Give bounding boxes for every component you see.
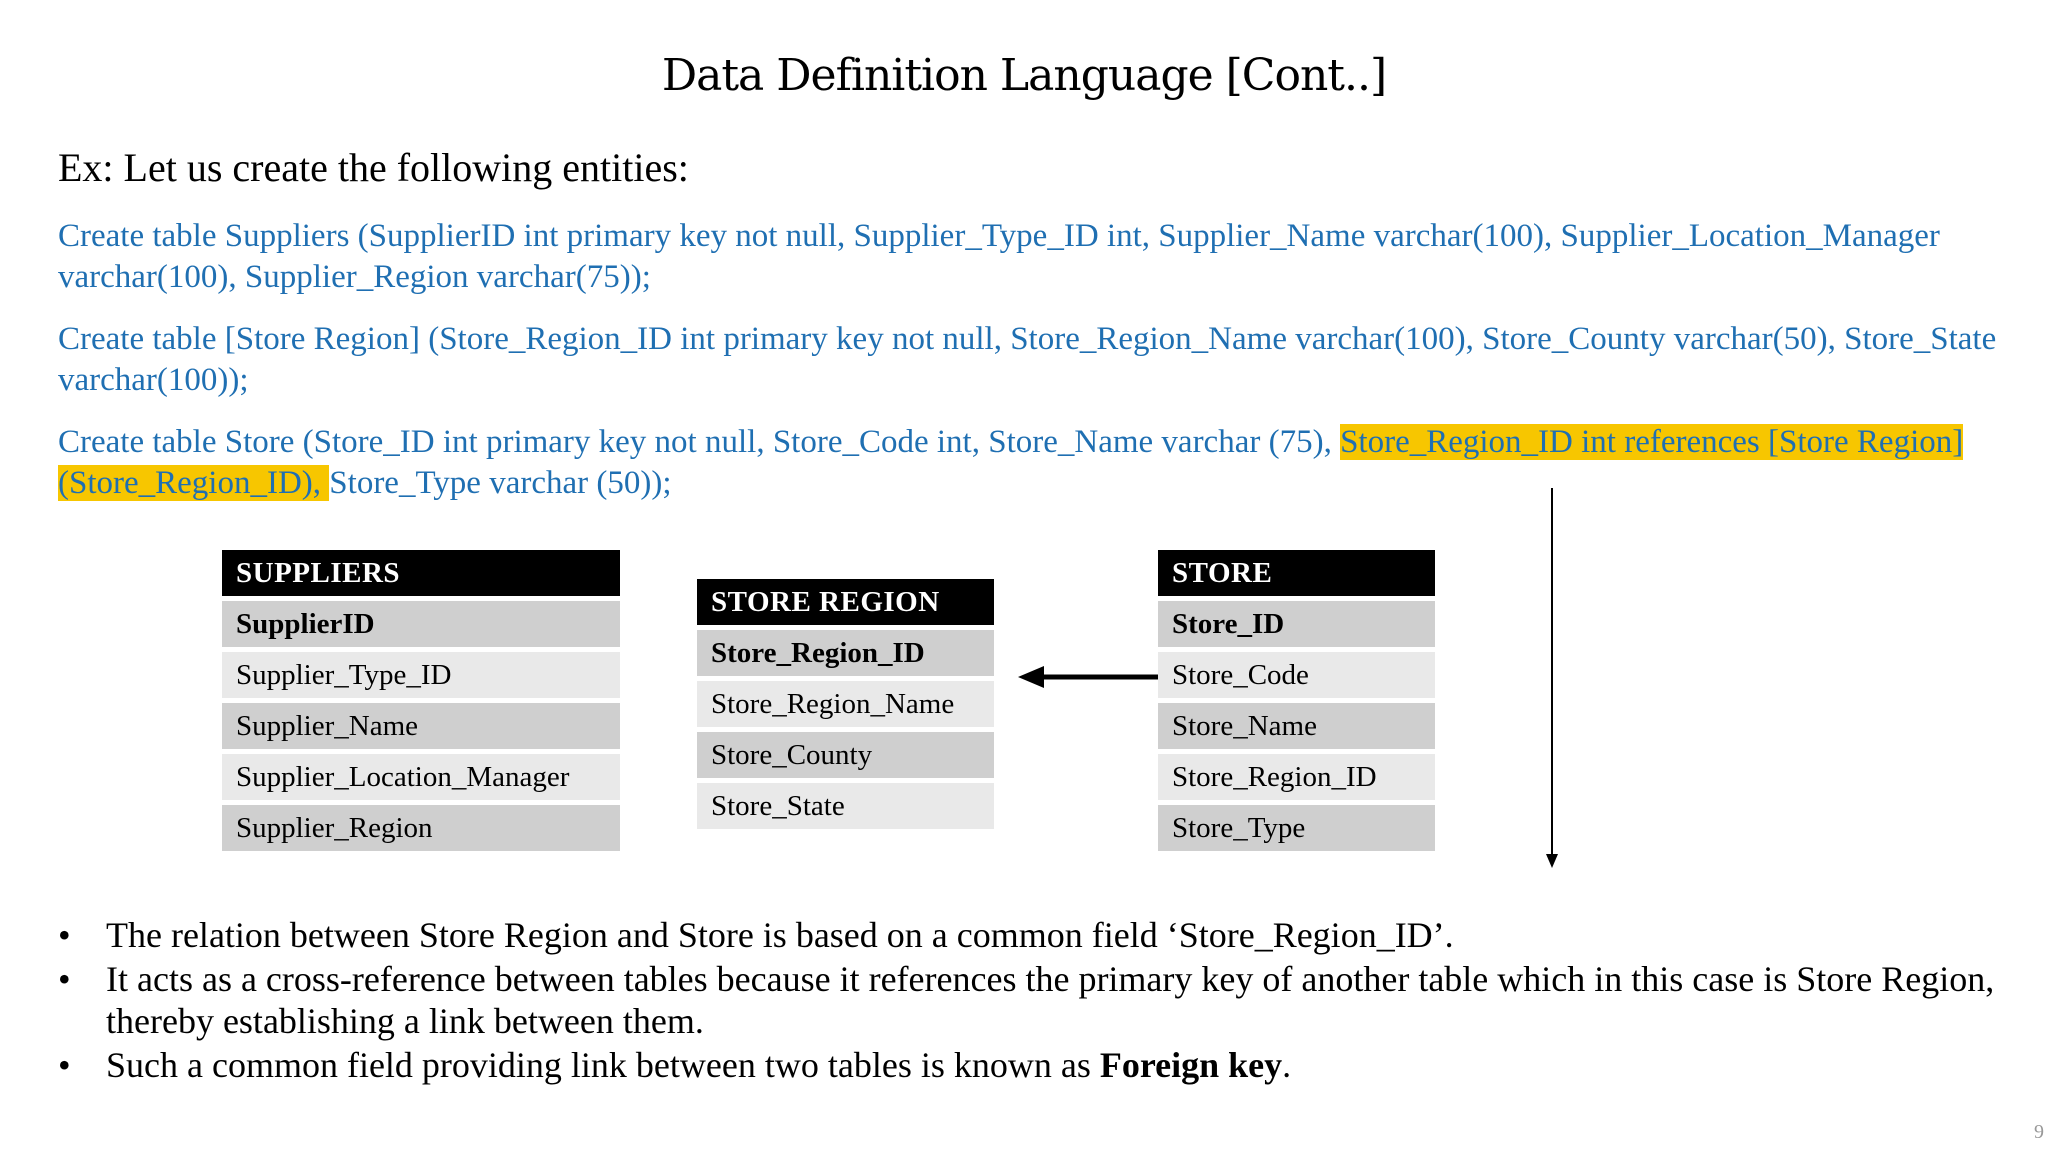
arrow-down-icon (1546, 488, 1558, 868)
sql-foreign-key-highlight: Store_Region_ID int references [Store Region] (Store_Region_ID), (58, 424, 1964, 501)
store-row-primary-key: Store_ID (1158, 601, 1435, 647)
suppliers-row: Supplier_Type_ID (222, 652, 620, 698)
foreign-key-term: Foreign key (1099, 1045, 1283, 1085)
store-row-foreign-key: Store_Region_ID (1158, 754, 1435, 800)
sql-store-part2: Store_Type varchar (50)); (329, 465, 672, 501)
intro-text: Ex: Let us create the following entities: (58, 145, 689, 190)
store-region-table-header: STORE REGION (697, 579, 994, 625)
sql-create-suppliers: Create table Suppliers (SupplierID int primary key not null, Supplier_Type_ID int, Supplier_Name varchar(100), Supplier_Location_Manager varchar(100), Supplier_Region varchar(75)); (58, 218, 1940, 295)
bullet-item (58, 958, 2018, 1042)
suppliers-table-header: SUPPLIERS (222, 550, 620, 596)
page-number: 9 (2034, 1121, 2044, 1143)
bullet-marker: • (58, 959, 71, 999)
bullet-text-end: . (1282, 1045, 1292, 1085)
bullet-text: It acts as a cross-reference between tables because it references the primary key of another table which in this case is Store Region, thereby establishing a link between them. (106, 959, 1995, 1041)
bullet-item (58, 1044, 2018, 1086)
bullet-text: Such a common field providing link between two tables is known as (106, 1045, 1100, 1085)
bullet-text: The relation between Store Region and Store is based on a common field ‘Store_Region_ID’. (106, 915, 1454, 955)
store-table-header: STORE (1158, 550, 1435, 596)
store-row: Store_Code (1158, 652, 1435, 698)
sql-store-part1: Create table Store (Store_ID int primary key not null, Store_Code int, Store_Name varchar (75), (58, 424, 1341, 460)
bullet-list (58, 914, 2018, 1088)
bullet-item (58, 914, 2018, 956)
arrow-left-icon (1018, 666, 1158, 688)
store-region-row: Store_Region_Name (697, 681, 994, 727)
store-region-row-primary-key: Store_Region_ID (697, 630, 994, 676)
slide-title: Data Definition Language [Cont..] (661, 50, 1387, 101)
store-row: Store_Type (1158, 805, 1435, 851)
store-row: Store_Name (1158, 703, 1435, 749)
suppliers-row-primary-key: SupplierID (222, 601, 620, 647)
bullet-marker: • (58, 915, 71, 955)
suppliers-row: Supplier_Region (222, 805, 620, 851)
bullet-marker: • (58, 1045, 71, 1085)
store-region-row: Store_State (697, 783, 994, 829)
sql-create-store-region: Create table [Store Region] (Store_Region_ID int primary key not null, Store_Region_Name varchar(100), Store_County varchar(50), Store_State varchar(100)); (58, 321, 1997, 398)
suppliers-row: Supplier_Name (222, 703, 620, 749)
suppliers-row: Supplier_Location_Manager (222, 754, 620, 800)
store-region-row: Store_County (697, 732, 994, 778)
